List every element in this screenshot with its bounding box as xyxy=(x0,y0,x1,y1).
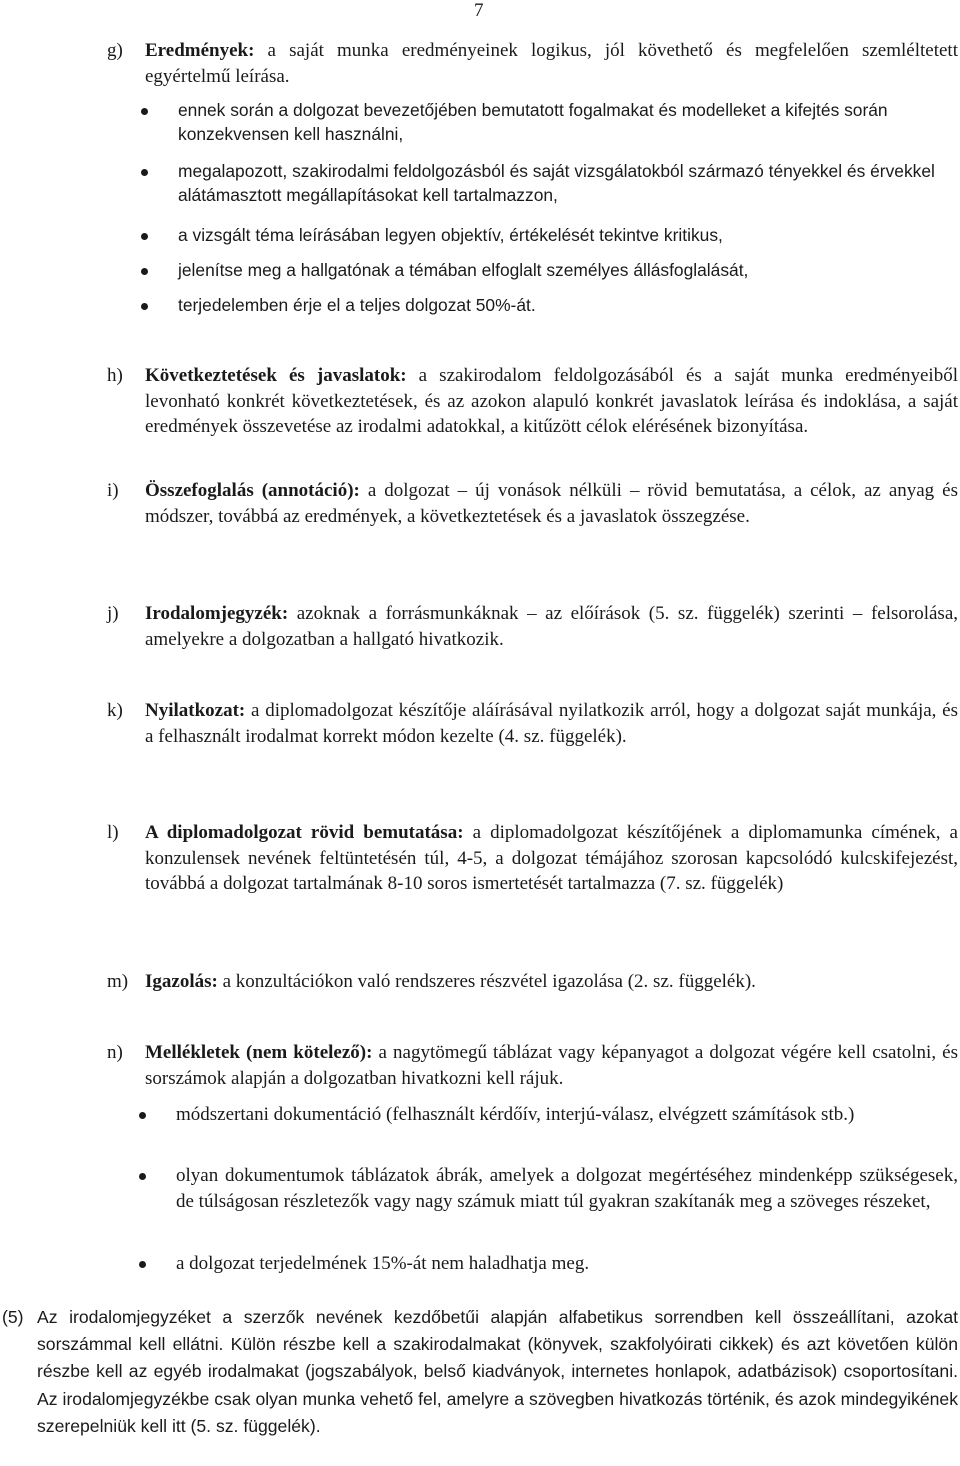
section-term: Mellékletek (nem kötelező): xyxy=(145,1042,373,1063)
bullet-icon xyxy=(141,108,148,115)
section-body xyxy=(145,601,958,652)
section-text: azoknak a forrásmunkáknak – az előírások (5. sz. függelék) szerinti – felsorolása, amelyekre a dolgozatban a hallgató hivatkozik. xyxy=(145,603,958,650)
section-term: A diplomadolgozat rövid bemutatása: xyxy=(145,822,464,843)
section-body xyxy=(145,363,958,440)
section-letter: j) xyxy=(107,603,119,624)
section-term: Következtetések és javaslatok: xyxy=(145,365,407,386)
section-text: a diplomadolgozat készítőjének a diplomamunka címének, a konzulensek nevének feltüntetésén túl, 4-5, a dolgozat témájához szorosan kapcsolódó kulcskifejezést, továbbá a dolgozat tartalmának 8-10 soros ismertetését tartalmazza (7. sz. függelék) xyxy=(145,822,958,894)
section-term: Összefoglalás (annotáció): xyxy=(145,480,360,501)
list-item-text: a dolgozat terjedelmének 15%-át nem haladhatja meg. xyxy=(176,1253,590,1274)
section-text: a nagytömegű táblázat vagy képanyagot a dolgozat végére kell csatolni, és sorszámok alapján a dolgozatban hivatkozni kell rájuk. xyxy=(145,1042,958,1089)
list-item-text: jelenítse meg a hallgatónak a témában elfoglalt személyes állásfoglalását, xyxy=(178,260,749,280)
list-item-text: olyan dokumentumok táblázatok ábrák, amelyek a dolgozat megértéséhez mindenképp szükségesek, de túlságosan részletezők vagy nagy számuk miatt túl gyakran szakítanák meg a szöveges részeket, xyxy=(176,1165,958,1212)
page-number: 7 xyxy=(474,0,484,21)
list-item-text: módszertani dokumentáció (felhasznált kérdőív, interjú-válasz, elvégzett számítások stb.) xyxy=(176,1104,855,1125)
list-item-text: a vizsgált téma leírásában legyen objektív, értékelését tekintve kritikus, xyxy=(178,225,723,245)
section-letter: g) xyxy=(107,40,123,61)
section-body xyxy=(145,478,958,529)
section-body xyxy=(145,38,958,89)
bullet-icon xyxy=(141,303,148,310)
section-body xyxy=(145,820,958,897)
list-item-text: megalapozott, szakirodalmi feldolgozásból és saját vizsgálatokból származó tényekkel és érvekkel alátámasztott megállapításokat kell tartalmazzon, xyxy=(178,161,935,205)
section-text: a saját munka eredményeinek logikus, jól követhető és megfelelően szemléltetett egyértelmű leírása. xyxy=(145,40,958,87)
paragraph-text: Az irodalomjegyzéket a szerzők nevének kezdőbetűi alapján alfabetikus sorrendben kell összeállítani, azokat sorszámmal kell ellátni. Külön részbe kell a szakirodalmakat (könyvek, szakfolyóirati cikkek) és azt követően külön részbe kell az egyéb irodalmakat (jogszabályok, belső kiadványok, internetes honlapok, adatbázisok) csoportosítani. Az irodalomjegyzékbe csak olyan munka vehető fel, amelyre a szövegben hivatkozás történik, és azok mindegyikének szerepelniük kell itt (5. sz. függelék). xyxy=(37,1307,958,1436)
bullet-icon xyxy=(139,1112,146,1119)
section-term: Igazolás: xyxy=(145,971,218,992)
list-item-text: terjedelemben érje el a teljes dolgozat 50%-át. xyxy=(178,295,536,315)
section-letter: n) xyxy=(107,1042,123,1063)
section-body xyxy=(145,698,958,749)
section-letter: k) xyxy=(107,700,123,721)
bullet-icon xyxy=(141,268,148,275)
list-item-text: ennek során a dolgozat bevezetőjében bemutatott fogalmakat és modelleket a kifejtés során konzekvensen kell használni, xyxy=(178,100,888,144)
section-term: Nyilatkozat: xyxy=(145,700,246,721)
section-letter: m) xyxy=(107,971,129,992)
bullet-icon xyxy=(141,169,148,176)
bullet-icon xyxy=(139,1261,146,1268)
section-text: a dolgozat – új vonások nélküli – rövid bemutatása, a célok, az anyag és módszer, továbbá az eredmények, a következtetések és a javaslatok összegzése. xyxy=(145,480,958,527)
bullet-icon xyxy=(139,1173,146,1180)
section-text: a szakirodalom feldolgozásából és a saját munka eredményeiből levonható konkrét következtetések, és az azokon alapuló konkrét javaslatok leírása és indoklása, a saját eredmények összevetése az irodalmi adatokkal, a kitűzött célok elérésének bizonyítása. xyxy=(145,365,958,437)
section-letter: i) xyxy=(107,480,119,501)
section-letter: l) xyxy=(107,822,119,843)
section-term: Irodalomjegyzék: xyxy=(145,603,289,624)
section-body xyxy=(145,1040,958,1091)
paragraph-number: (5) xyxy=(2,1307,24,1327)
section-text: a konzultációkon való rendszeres részvétel igazolása (2. sz. függelék). xyxy=(217,971,756,992)
section-term: Eredmények: xyxy=(145,40,255,61)
section-body xyxy=(145,969,958,995)
bullet-icon xyxy=(141,233,148,240)
section-text: a diplomadolgozat készítője aláírásával nyilatkozik arról, hogy a dolgozat saját munkája, és a felhasznált irodalmat korrekt módon kezelte (4. sz. függelék). xyxy=(145,700,958,747)
section-letter: h) xyxy=(107,365,123,386)
